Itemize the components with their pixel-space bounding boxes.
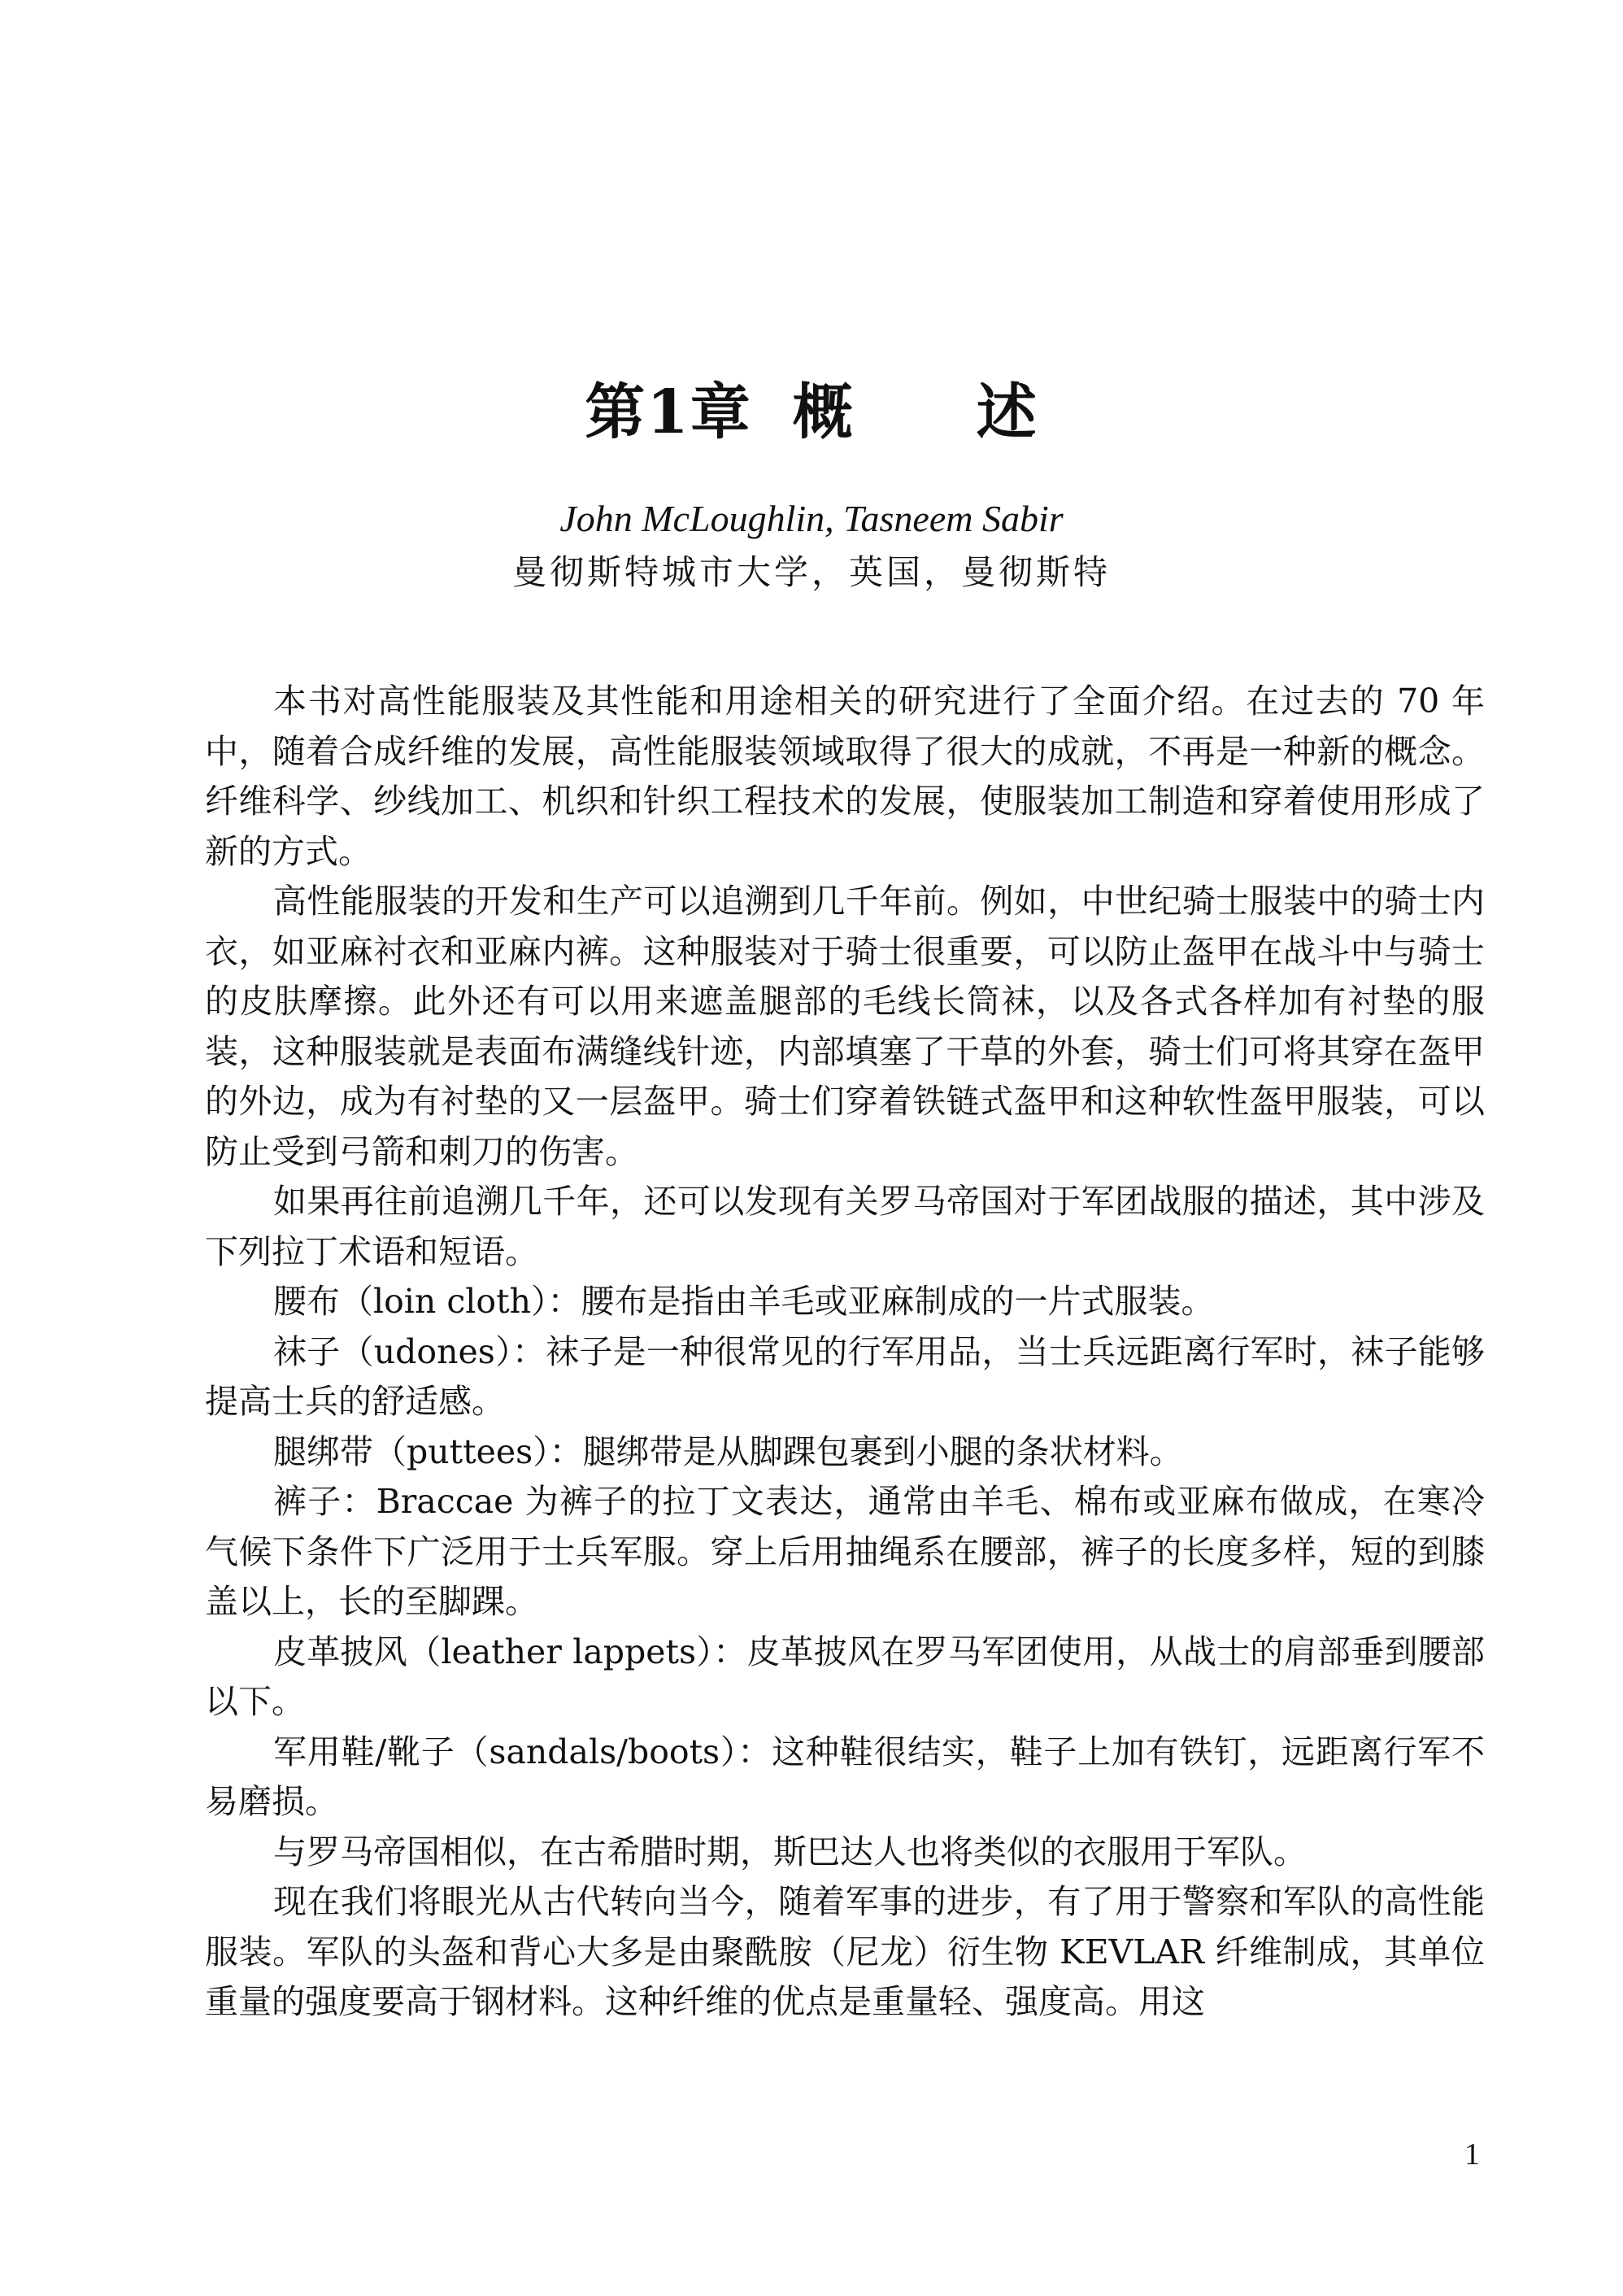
paragraph: 本书对高性能服装及其性能和用途相关的研究进行了全面介绍。在过去的 70 年中，随着合成纤维的发展，高性能服装领域取得了很大的成就，不再是一种新的概念。纤维科学、纱线加工、机织和针织工程技术的发展，使服装加工制造和穿着使用形成了新的方式。 [205, 682, 1485, 871]
paragraph: 与罗马帝国相似，在古希腊时期，斯巴达人也将类似的衣服用于军队。 [273, 1832, 1307, 1871]
paragraph: 裤子：Braccae 为裤子的拉丁文表达，通常由羊毛、棉布或亚麻布做成，在寒冷气候下条件下广泛用于士兵军服。穿上后用抽绳系在腰部，裤子的长度多样，短的到膝盖以上，长的至脚踝。 [205, 1482, 1485, 1621]
chapter-title-char-2: 述 [976, 377, 1038, 447]
paragraph: 袜子（udones）：袜子是一种很常见的行军用品，当士兵远距离行军时，袜子能够提高士兵的舒适感。 [205, 1331, 1485, 1421]
paragraph: 腿绑带（puttees）：腿绑带是从脚踝包裹到小腿的条状材料。 [273, 1431, 1183, 1471]
paragraph: 军用鞋/靴子（sandals/boots）：这种鞋很结实，鞋子上加有铁钉，远距离行军不易磨损。 [205, 1732, 1485, 1821]
paragraph: 皮革披风（leather lappets）：皮革披风在罗马军团使用，从战士的肩部垂到腰部以下。 [205, 1632, 1485, 1721]
body-text [205, 677, 1485, 2028]
paragraph: 如果再往前追溯几千年，还可以发现有关罗马帝国对于军团战服的描述，其中涉及下列拉丁术语和短语。 [205, 1182, 1485, 1271]
chapter-number: 第1章 [585, 377, 752, 447]
paragraph: 高性能服装的开发和生产可以追溯到几千年前。例如，中世纪骑士服装中的骑士内衣，如亚麻衬衣和亚麻内裤。这种服装对于骑士很重要，可以防止盔甲在战斗中与骑士的皮肤摩擦。此外还有可以用来遮盖腿部的毛线长筒袜，以及各式各样加有衬垫的服装，这种服装就是表面布满缝线针迹，内部填塞了干草的外套，骑士们可将其穿在盔甲的外边，成为有衬垫的又一层盔甲。骑士们穿着铁链式盔甲和这种软性盔甲服装，可以防止受到弓箭和刺刀的伤害。 [205, 882, 1485, 1171]
authors: John McLoughlin, Tasneem Sabir [559, 498, 1064, 539]
affiliation: 曼彻斯特城市大学，英国，曼彻斯特 [511, 552, 1111, 592]
chapter-title [0, 376, 1623, 449]
paragraph: 现在我们将眼光从古代转向当今，随着军事的进步，有了用于警察和军队的高性能服装。军队的头盔和背心大多是由聚酰胺（尼龙）衍生物 KEVLAR 纤维制成，其单位重量的强度要高于钢材料。这种纤维的优点是重量轻、强度高。用这 [205, 1882, 1485, 2021]
page-number: 1 [1464, 2137, 1480, 2172]
paragraph: 腰布（loin cloth）：腰布是指由羊毛或亚麻制成的一片式服装。 [273, 1282, 1215, 1321]
chapter-title-char-1: 概 [792, 377, 855, 447]
